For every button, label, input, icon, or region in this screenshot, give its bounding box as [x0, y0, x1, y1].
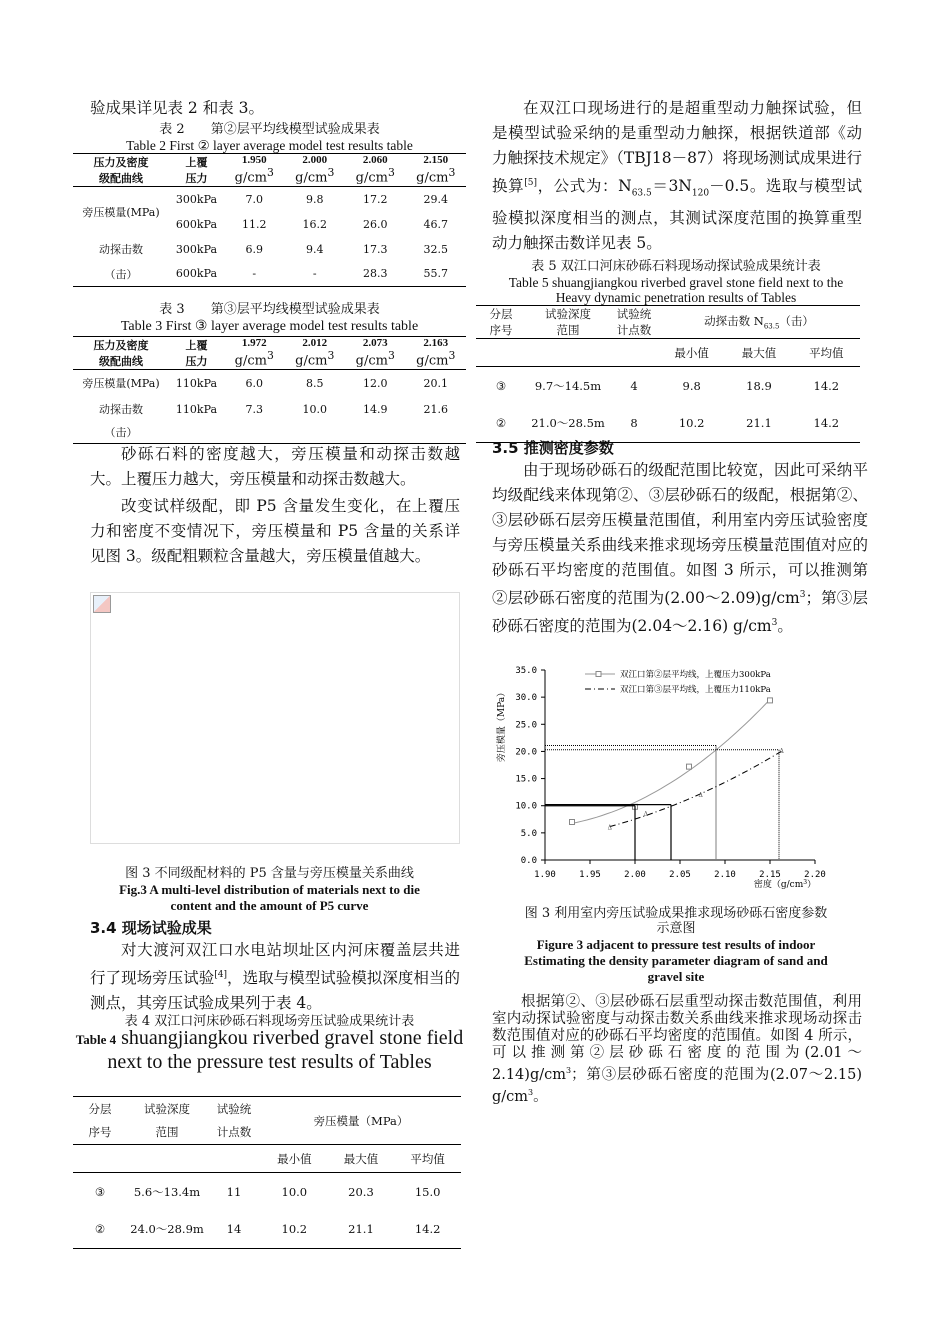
table-row: ③ 9.7～14.5m 4 9.8 18.9 14.2 [495, 378, 840, 393]
data-point [768, 698, 773, 703]
table3-density-2: 2.073 $g/cm^3$ [355, 337, 395, 369]
data-point: Δ [607, 824, 612, 832]
table2-row-label: 旁压模量(MPa) [82, 205, 160, 219]
section-3-4-heading: 3.4 现场试验成果 [90, 919, 212, 937]
x-axis-label: 密度$(g/cm^3)$ [753, 879, 817, 890]
table2 [73, 153, 466, 287]
paragraph-density-params: 由于现场砂砾石的级配范围比较宽，因此可采纳平均级配线来体现第②、③层砂砾石的级配，根据第②、③层砂砾石层旁压模量范围值，利用室内旁压试验密度与旁压模量关系曲线来推求现场旁压模量范围值对应的砂砾石平均密度的范围值。如图 3 所示，可以推测第②层砂砾石密度的范围为$(2.00\sim 2.09)g/cm^3$；第③层砂砾石密度的范围为(2.04～2.16) $g/cm^3$。 [492, 461, 868, 636]
y-tick-label: 5.0 [520, 828, 537, 839]
data-point: Δ [779, 747, 784, 755]
intro-text: 验成果详见表 2 和表 3。 [90, 99, 265, 117]
table-row: ③ 5.6～13.4m 11 10.0 20.3 15.0 [94, 1184, 441, 1199]
table-row: 动探击数 300kPa 6.9 9.4 17.3 32.5 [99, 242, 448, 256]
data-point: Δ [698, 791, 703, 799]
y-tick-label: 10.0 [515, 801, 537, 812]
data-point [570, 820, 575, 825]
broken-image-icon [93, 595, 111, 613]
table-row: （击） 600kPa - - 28.3 55.7 [104, 267, 448, 281]
table-row: 动探击数 110kPa 7.3 10.0 14.9 21.6 [99, 402, 448, 416]
table2-density-3: 2.150 $g/cm^3$ [416, 154, 456, 186]
x-tick-label: 2.05 [669, 870, 691, 880]
table3-density-3: 2.163 $g/cm^3$ [416, 337, 456, 369]
y-axis-label: 旁压模量（MPa） [497, 687, 507, 763]
fig3r-caption-cn-2: 示意图 [656, 921, 696, 936]
table3-caption-en: Table 3 First ③ layer average model test results table [120, 319, 419, 334]
y-tick-label: 20.0 [515, 747, 537, 758]
y-tick-label: 15.0 [515, 774, 537, 785]
table5: 分层 试验深度 试验统 动探击数 $N_{63.5}$（击） 序号 范围 计点数 最小值 最大值 平均值 ③ 9.7～14.5m 4 9.8 18.9 14.2 ② 21.0～28.5m 8 10.2 21.1 14.2 [476, 305, 860, 443]
x-tick-label: 2.10 [714, 870, 736, 880]
x-tick-label: 1.95 [579, 870, 601, 880]
table-row: ② 21.0～28.5m 8 10.2 21.1 14.2 [495, 416, 840, 431]
fig3r-caption-en-2: Estimating the density parameter diagram of sand and [524, 953, 828, 968]
table5-caption-cn: 表 5 双江口河床砂砾石料现场动探试验成果统计表 [531, 259, 821, 274]
table2-density-0: 1.950 $g/cm^3$ [234, 154, 274, 186]
table4-caption-cn: 表 4 双江口河床砂砾石料现场旁压试验成果统计表 [124, 1014, 415, 1029]
fig3-caption-cn: 图 3 不同级配材料的 P5 含量与旁压模量关系曲线 [125, 866, 414, 881]
fig3-caption-en-1: Fig.3 A multi-level distribution of materials next to die [119, 882, 420, 897]
paragraph-density: 砂砾石料的密度越大，旁压模量和动探击数越大。上覆压力越大，旁压模量和动探击数越大。 [90, 445, 460, 488]
paragraph-dynamic-density: 根据第②、③层砂砾石层重型动探击数范围值，利用室内动探试验密度与动探击数关系曲线来推求现场动探击数范围值对应的砂砾石平均密度的范围值。如图 4 所示，可以推测第②层砂砾石密度的范围为$(2.01\sim 2.14)g/cm^3$；第③层砂砾石密度的范围为(2.07～2.15) $g/cm^3$。 [492, 994, 862, 1105]
table3-header-left: 压力及密度 级配曲线 [93, 339, 149, 368]
paragraph-field-test: 对大渡河双江口水电站坝址区内河床覆盖层共进行了现场旁压试验[4]，选取与模型试验模拟深度相当的测点，其旁压试验成果列于表 4。 [90, 941, 460, 1013]
data-point: Δ [643, 810, 648, 818]
table3-header-load: 上覆 压力 [185, 339, 208, 368]
legend-marker [596, 672, 601, 677]
fig3r-caption-en-3: gravel site [647, 969, 705, 984]
table2-caption-cn: 表 2 第②层平均线模型试验成果表 [159, 122, 380, 137]
table3-density-0: 1.972 $g/cm^3$ [234, 337, 274, 369]
table5-caption-en-1: Table 5 shuangjiangkou riverbed gravel stone field next to the [508, 275, 844, 290]
x-tick-label: 2.15 [759, 870, 781, 880]
density-modulus-chart [490, 660, 860, 900]
data-point [687, 764, 692, 769]
legend-label: 双江口第②层平均线，上覆压力300kPa [620, 670, 771, 680]
table5-caption-en-2: Heavy dynamic penetration results of Tables [555, 290, 797, 305]
table-row: （击） [104, 426, 138, 440]
table2-caption-en: Table 2 First ② layer average model test results table [126, 138, 413, 153]
x-tick-label: 1.90 [534, 870, 556, 880]
paragraph-dynamic-test: 在双江口现场进行的是超重型动力触探试验，但是模型试验采纳的是重型动力触探，根据铁道部《动力触探技术规定》（TBJ18－87）将现场测试成果进行换算[5]，公式为：$N_{63.5}=3N_{120}-0.5$。选取与模型试验模拟深度相当的测点，其测试深度范围的换算重型动力触探击数详见表 5。 [492, 99, 862, 253]
table-row: ② 24.0～28.9m 14 10.2 21.1 14.2 [94, 1222, 441, 1237]
y-tick-label: 30.0 [515, 693, 537, 704]
paragraph-gradation: 改变试样级配，即 P5 含量发生变化，在上覆压力和密度不变情况下，旁压模量和 P5 含量的关系详见图 3。级配粗颗粒含量越大，旁压模量值越大。 [90, 497, 460, 565]
fig3r-caption-cn-1: 图 3 利用室内旁压试验成果推求现场砂砾石密度参数 [524, 906, 828, 921]
table-row: 600kPa 11.2 16.2 26.0 46.7 [175, 217, 448, 231]
table4-caption-en: Table 4 shuangjiangkou riverbed gravel stone field next to the pressure test results of Tables [75, 1027, 464, 1073]
table4: 分层 试验深度 试验统 旁压模量（MPa） 序号 范围 计点数 最小值 最大值 平均值 ③ 5.6～13.4m 11 10.0 20.3 15.0 ② 24.0～28.9m 14 10.2 21.1 14.2 [73, 1096, 461, 1249]
x-tick-label: 2.20 [804, 870, 826, 880]
y-tick-label: 35.0 [515, 666, 537, 676]
table2-density-1: 2.000 $g/cm^3$ [295, 154, 335, 186]
table-row: 旁压模量(MPa) 110kPa 6.0 8.5 12.0 20.1 [82, 376, 448, 391]
y-tick-label: 0.0 [520, 856, 537, 866]
section-3-5-heading: 3.5 推测密度参数 [492, 439, 614, 457]
y-tick-label: 25.0 [515, 720, 537, 731]
table2-header-load: 上覆 压力 [185, 156, 208, 185]
table3-density-1: 2.012 $g/cm^3$ [295, 337, 335, 369]
fig3-caption-en-2: content and the amount of P5 curve [170, 898, 369, 913]
table3-caption-cn: 表 3 第③层平均线模型试验成果表 [159, 302, 380, 317]
table2-header-left: 压力及密度 级配曲线 [93, 156, 149, 185]
table3 [73, 336, 466, 444]
fig3r-caption-en-1: Figure 3 adjacent to pressure test results of indoor [536, 937, 816, 952]
table-row: 旁压模量(MPa) 300kPa 7.0 9.8 17.2 29.4 [73, 187, 466, 212]
x-tick-label: 2.00 [624, 870, 646, 880]
legend-label: 双江口第③层平均线，上覆压力110kPa [620, 685, 771, 695]
table2-density-2: 2.060 $g/cm^3$ [355, 154, 395, 186]
figure3-placeholder [90, 592, 460, 844]
